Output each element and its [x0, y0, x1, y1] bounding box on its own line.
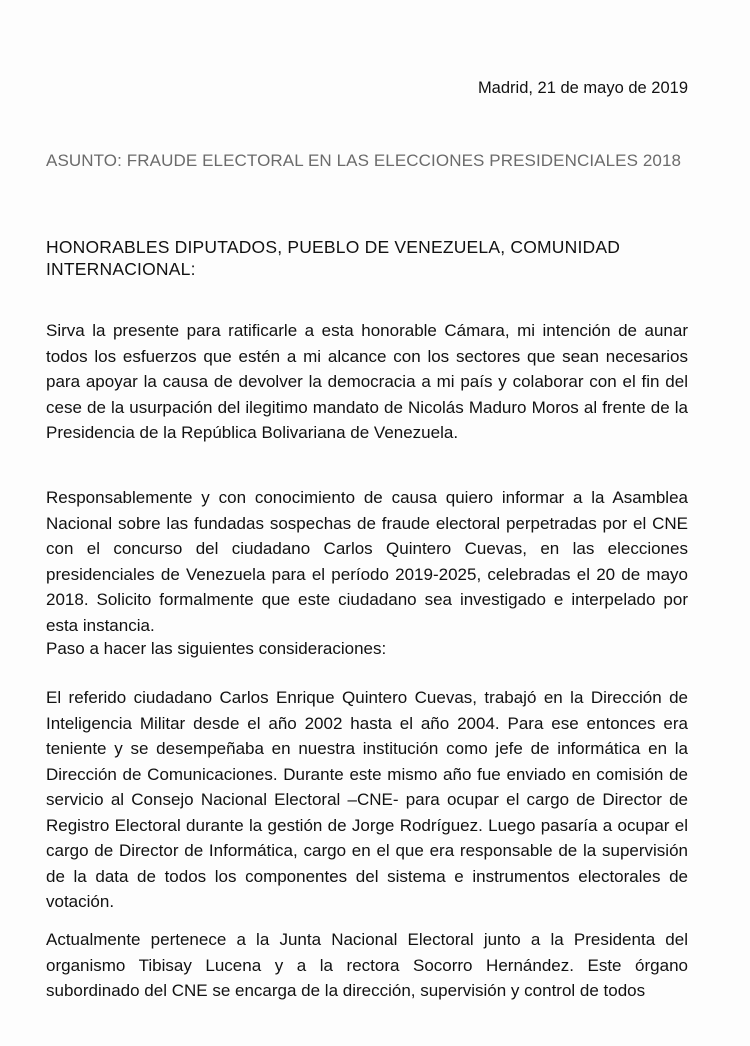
paragraph-fraud-report: Responsablemente y con conocimiento de causa quiero informar a la Asamblea Nacional sobre las fundadas sospechas de fraude electoral perpetradas por el CNE con el concurso del ciudadano Carlos Quintero Cuevas, en las elecciones presidenciales de Venezuela para el período 2019-2025, celebradas el 20 de mayo 2018. Solicito formalmente que este ciudadano sea investigado e interpelado por esta instancia. — [46, 488, 688, 635]
letter-date: Madrid, 21 de mayo de 2019 — [477, 79, 688, 97]
letter-greeting: HONORABLES DIPUTADOS, PUEBLO DE VENEZUELA, COMUNIDAD INTERNACIONAL: — [46, 237, 621, 279]
paragraph-intention: Sirva la presente para ratificarle a esta honorable Cámara, mi intención de aunar todos los esfuerzos que estén a mi alcance con los sectores que sean necesarios para apoyar la causa de devolver la democracia a mi país y colaborar con el fin del cese de la usurpación del ilegitimo mandato de Nicolás Maduro Moros al frente de la Presidencia de la República Bolivariana de Venezuela. — [46, 321, 688, 442]
paragraph-considerations-intro: Paso a hacer las siguientes consideraciones: — [46, 639, 387, 658]
letter-subject: ASUNTO: FRAUDE ELECTORAL EN LAS ELECCIONES PRESIDENCIALES 2018 — [46, 151, 682, 170]
paragraph-quintero-background: El referido ciudadano Carlos Enrique Quintero Cuevas, trabajó en la Dirección de Inteligencia Militar desde el año 2002 hasta el año 2004. Para ese entonces era teniente y se desempeñaba en nuestra institución como jefe de informática en la Dirección de Comunicaciones. Durante este mismo año fue enviado en comisión de servicio al Consejo Nacional Electoral –CNE- para ocupar el cargo de Director de Registro Electoral durante la gestión de Jorge Rodríguez. Luego pasaría a ocupar el cargo de Director de Informática, cargo en el que era responsable de la supervisión de la data de todos los componentes del sistema e instrumentos electorales de votación. — [46, 688, 688, 911]
paragraph-junta-electoral: Actualmente pertenece a la Junta Nacional Electoral junto a la Presidenta del organismo Tibisay Lucena y a la rectora Socorro Hernández. Este órgano subordinado del CNE se encarga de la dirección, supervisión y control de todos — [46, 930, 688, 1000]
